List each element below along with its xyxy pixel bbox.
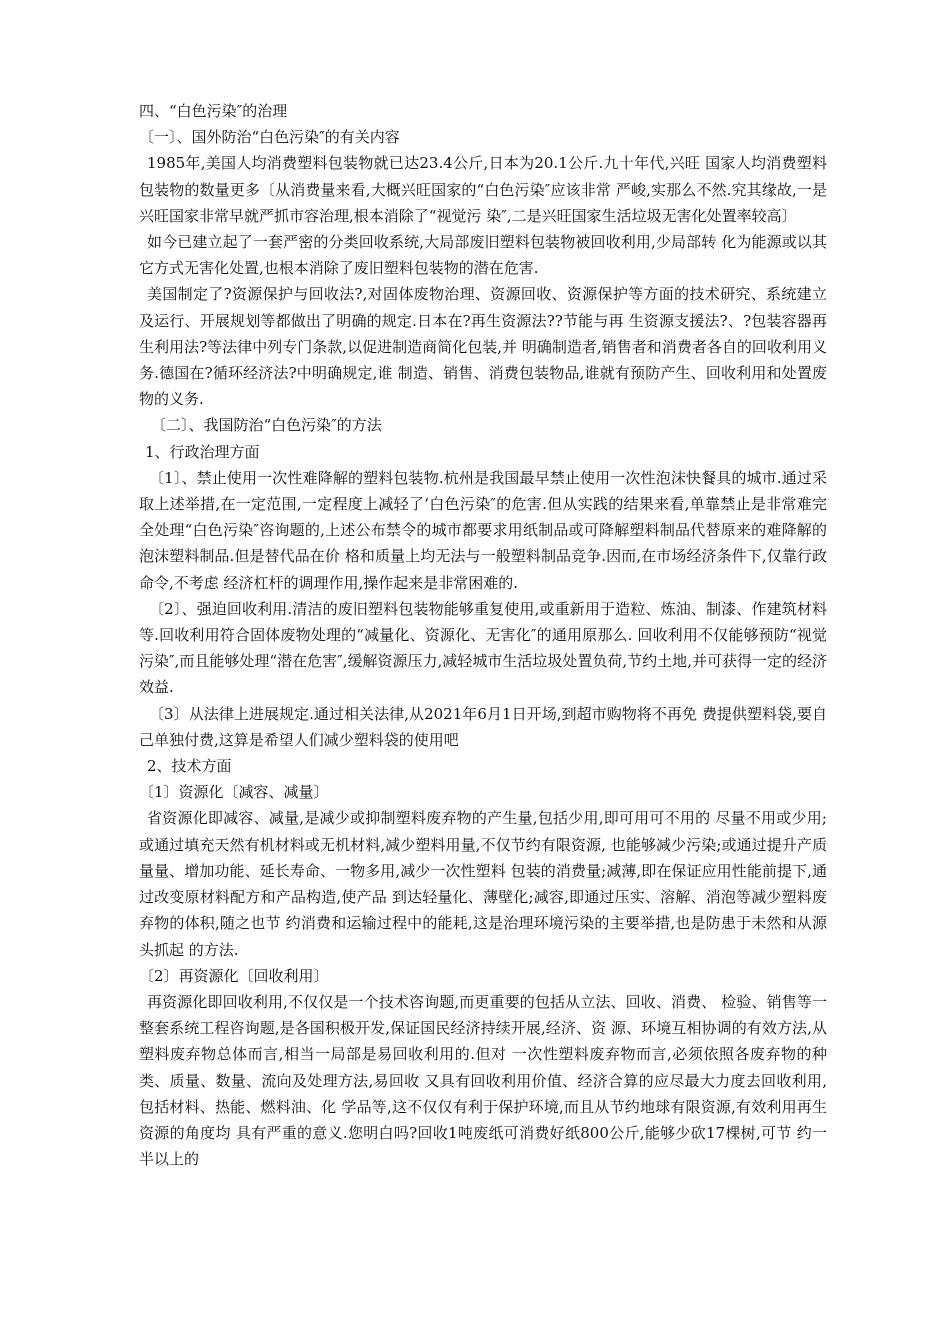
subsection-1-item-1: 〔1〕、禁止使用一次性难降解的塑料包装物.杭州是我国最早禁止使用一次性泡沫快餐具的城市.通过采取上述举措,在一定范围,一定程度上减轻了‘白色污染″的危害.但从实践的结果来看,单靠禁止是非常难完全处理“白色污染″咨询题的,上述公布禁令的城市都要求用纸制品或可降解塑料制品代替原来的难降解的泡沫塑料制品.但是替代品在价 格和质量上均无法与一般塑料制品竞争.因而,在市场经济条件下,仅靠行政命令,不考虑 经济杠杆的调理作用,操作起来是非常困难的. <box>139 468 827 592</box>
subsection-2-title: 2、技术方面 <box>147 757 232 776</box>
subsection-2-item-2-title: 〔2〕再资源化〔回收利用〕 <box>139 966 329 985</box>
subsection-1-item-3: 〔3〕从法律上进展规定.通过相关法律,从2021年6月1日开场,到超市购物将不再免 费提供塑料袋,要自己单独付费,这算是希望人们减少塑料袋的使用吧 <box>139 704 827 749</box>
subsection-1-title: 1、行政治理方面 <box>145 442 260 461</box>
subsection-1-item-2: 〔2〕、强迫回收利用.清洁的废旧塑料包装物能够重复使用,或重新用于造粒、炼油、制漆、作建筑材料等.回收利用符合固体废物处理的“减量化、资源化、无害化″的通用原那么. 回收利用不仅能够预防“视觉污染″,而且能够处理“潜在危害″,缓解资源压力,减轻城市生活垃圾处置负荷,节约土地,并可获得一定的经济效益. <box>139 599 827 697</box>
section-1-paragraph-3: 美国制定了?资源保护与回收法?,对固体废物治理、资源回收、资源保护等方面的技术研究、系统建立及运行、开展规划等都做出了明确的规定.日本在?再生资源法??节能与再 生资源支援法?、?包装容器再生利用法?等法律中列专门条款,以促进制造商简化包装,并 明确制造者,销售者和消费者各自的回收利用义务.德国在?循环经济法?中明确规定,谁 制造、销售、消费包装物品,谁就有预防产生、回收利用和处置废物的义务. <box>139 285 827 409</box>
section-1-title: 〔一〕、国外防治“白色污染″的有关内容 <box>139 128 400 147</box>
subsection-2-item-1-body: 省资源化即减容、减量,是减少或抑制塑料废弃物的产生量,包括少用,即可用可不用的 尽量不用或少用;或通过填充天然有机材料或无机材料,减少塑料用量,不仅节约有限资源, 也能够减少污染;或通过提升产质量量、增加功能、延长寿命、一物多用,减少一次性塑料 包装的消费量;减薄,即在保证应用性能前提下,通过改变原材料配方和产品构造,使产品 到达轻量化、薄壁化;减容,即通过压实、溶解、消泡等减少塑料废弃物的体积,随之也节 约消费和运输过程中的能耗,这是治理环境污染的主要举措,也是防患于未然和从源头抓起 的方法. <box>139 809 827 959</box>
section-1-paragraph-1: 1985年,美国人均消费塑料包装物就已达23.4公斤,日本为20.1公斤.九十年代,兴旺 国家人均消费塑料包装物的数量更多〔从消费量来看,大概兴旺国家的“白色污染″应该非常 严峻,实那么不然.究其缘故,一是兴旺国家非常早就严抓市容治理,根本消除了“视觉污 染″,二是兴旺国家生活垃圾无害化处置率较高〕 <box>139 154 827 225</box>
section-2-title: 〔二〕、我国防治“白色污染″的方法 <box>151 416 382 435</box>
main-heading: 四、“白色污染″的治理 <box>139 102 288 120</box>
subsection-2-item-2-body: 再资源化即回收利用,不仅仅是一个技术咨询题,而更重要的包括从立法、回收、消费、 检验、销售等一整套系统工程咨询题,是各国积极开发,保证国民经济持续开展,经济、资 源、环境互相协调的有效方法,从塑料废弃物总体而言,相当一局部是易回收利用的.但对 一次性塑料废弃物而言,必须依照各废弃物的种类、质量、数量、流向及处理方法,易回收 又具有回收利用价值、经济合算的应尽最大力度去回收利用,包括材料、热能、燃料油、化 学品等,这不仅仅有利于保护环境,而且从节约地球有限资源,有效利用再生资源的角度均 具有严重的意义.您明白吗?回收1吨废纸可消费好纸800公斤,能够少砍17棵树,可节 约一半以上的 <box>139 992 827 1169</box>
section-1-paragraph-2: 如今已建立起了一套严密的分类回收系统,大局部废旧塑料包装物被回收利用,少局部转 化为能源或以其它方式无害化处置,也根本消除了废旧塑料包装物的潜在危害. <box>139 233 827 278</box>
document-page <box>139 98 827 1172</box>
subsection-2-item-1-title: 〔1〕资源化〔减容、减量〕 <box>139 783 329 802</box>
